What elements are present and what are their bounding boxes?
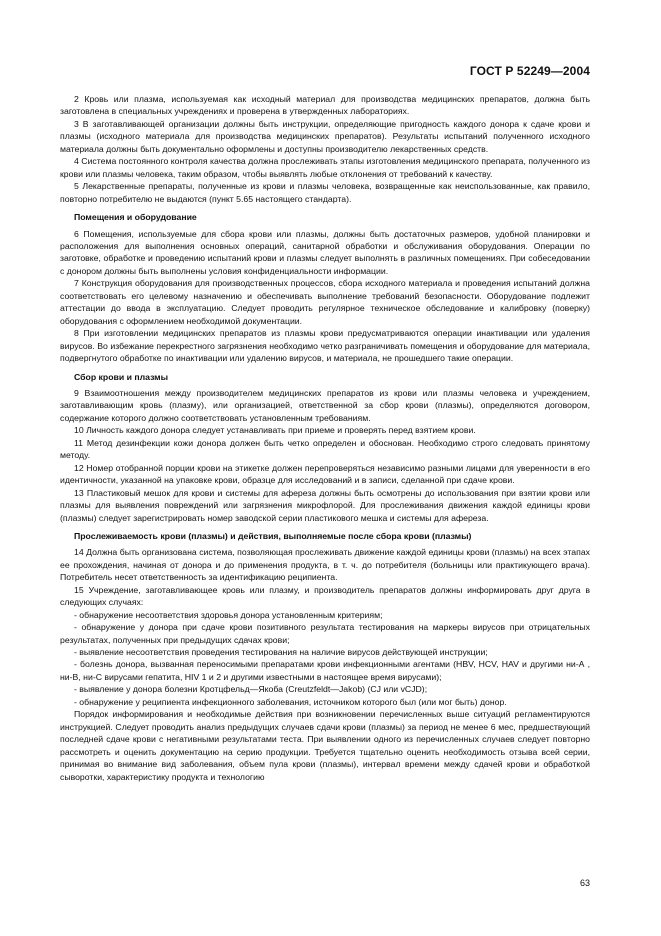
document-header: ГОСТ Р 52249—2004 bbox=[469, 64, 590, 78]
paragraph-5: 5 Лекарственные препараты, полученные из крови и плазмы человека, возвращенные как неиспользованные, как правило, повторно потребителю не выдаются (пункт 5.65 настоящего стандарта). bbox=[60, 181, 590, 204]
list-item: - обнаружение несоответствия здоровья донора установленным критериям; bbox=[74, 609, 383, 620]
paragraph-3: 3 В заготавливающей организации должны быть инструкции, определяющие пригодность каждого донора к сдаче крови и плазмы (исходного материала для производства медицинских препаратов). Результаты испытаний полученного исходного материала должны быть документально оформлены и доступны производителю лекарственных средств. bbox=[60, 118, 590, 154]
section-heading-traceability: Прослеживаемость крови (плазмы) и действия, выполняемые после сбора крови (плазмы) bbox=[74, 530, 472, 541]
paragraph-14: 14 Должна быть организована система, позволяющая прослеживать движение каждой единицы крови (плазмы) на всех этапах ее прохождения, начиная от донора и до применения продукта, в т. ч. до потребителя (больницы или практикующего врача). Потребитель несет ответственность за идентификацию реципиента. bbox=[60, 547, 590, 583]
section-heading-collection: Сбор крови и плазмы bbox=[74, 371, 169, 382]
paragraph-9: 9 Взаимоотношения между производителем медицинских препаратов из крови или плазмы человека и учреждением, заготавливающим кровь (плазму), или организацией, ответственной за сбор крови (плазмы), определяются договором, содержание которого должно соответствовать установленным требованиям. bbox=[60, 387, 590, 423]
list-item: - обнаружение у донора при сдаче крови позитивного результата тестирования на маркеры вирусов при отрицательных результатах, полученных при предыдущих сдачах крови; bbox=[60, 622, 590, 645]
paragraph-13: 13 Пластиковый мешок для крови и системы для афереза должны быть осмотрены до использования при взятии крови или плазмы для выявления повреждений или загрязнения микрофлорой. Для прослеживания движения каждой единицы крови (плазмы) следует зарегистрировать номер заводской серии пластикового мешка и системы для афереза. bbox=[60, 487, 590, 523]
list-item: - выявление у донора болезни Кротцфельд—Якоба (Creutzfeldt—Jakob) (CJ или vCJD); bbox=[74, 684, 428, 695]
paragraph-8: 8 При изготовлении медицинских препаратов из плазмы крови предусматриваются операции инактивации или удаления вирусов. Во избежание перекрестного загрязнения необходимо четко разграничивать помещения и оборудование для материала, подвергнутого обработке по инактивации или удалению вирусов, и материала, не прошедшего такие операции. bbox=[60, 328, 590, 364]
document-body bbox=[60, 93, 590, 783]
paragraph-12: 12 Номер отобранной порции крови на этикетке должен перепроверяться независимо разными лицами для уверенности в его идентичности, указанной на упаковке крови, образце для исследований и в записи, сделанной при сдаче крови. bbox=[60, 462, 590, 486]
paragraph-6: 6 Помещения, используемые для сбора крови или плазмы, должны быть достаточных размеров, удобной планировки и расположения для выполнения основных операций, санитарной обработки и обслуживания оборудования. Операции по заготовке, обработке и проведению испытаний крови и плазмы следует выполнять в различных помещениях. При собеседовании с донором должны быть выполнены условия конфиденциальности информации. bbox=[60, 228, 590, 276]
list-item: - болезнь донора, вызванная переносимыми препаратами крови инфекционными агентами (HBV, HCV, HAV и другими ни-А , ни-В, ни-С вирусами гепатита, HIV 1 и 2 и другими известными в настоящее время вирусами); bbox=[60, 659, 590, 682]
paragraph-2: 2 Кровь или плазма, используемая как исходный материал для производства медицинских препаратов, должна быть заготовлена в специальных учреждениях и проверена в утвержденных лабораториях. bbox=[60, 94, 590, 117]
paragraph-4: 4 Система постоянного контроля качества должна прослеживать этапы изготовления медицинского препарата, полученного из крови или плазмы человека, таким образом, чтобы выявлять любые отклонения от требований к качеству. bbox=[60, 156, 590, 179]
page-number: 63 bbox=[579, 878, 590, 888]
section-heading-premises: Помещения и оборудование bbox=[74, 212, 197, 223]
list-item: - выявление несоответствия проведения тестирования на наличие вирусов действующей инструкции; bbox=[74, 647, 488, 658]
paragraph-15: 15 Учреждение, заготавливающее кровь или плазму, и производитель препаратов должны информировать друг друга в следующих случаях: bbox=[60, 584, 590, 608]
list-item: - обнаружение у реципиента инфекционного заболевания, источником которого был (или мог быть) донор. bbox=[74, 696, 507, 707]
paragraph-closing: Порядок информирования и необходимые действия при возникновении перечисленных выше ситуаций регламентируются инструкцией. Следует проводить анализ предыдущих случаев сдачи крови (плазмы) за период не менее 6 мес, предшествующий последней сдаче крови с негативными результатами теста. При выявлении одного из перечисленных случаев следует повторно рассмотреть и оценить документацию на серию продукции. Требуется тщательно оценить необходимость отзыва всей серии, принимая во внимание вид заболевания, объем пула крови (плазмы), интервал времени между сдачей крови и обработкой сыворотки, характеристику продукта и технологию bbox=[60, 709, 590, 782]
paragraph-11: 11 Метод дезинфекции кожи донора должен быть четко определен и обоснован. Необходимо строго следовать принятому методу. bbox=[60, 437, 590, 461]
paragraph-10: 10 Личность каждого донора следует устанавливать при приеме и проверять перед взятием крови. bbox=[74, 425, 476, 436]
paragraph-7: 7 Конструкция оборудования для производственных процессов, сбора исходного материала и проведения испытаний должна соответствовать его целевому назначению и обеспечивать выполнение требований безопасности. Оборудование подлежит аттестации до ввода в эксплуатацию. Следует проводить регулярное техническое обследование и калибровку (поверку) оборудования с оформлением необходимой документации. bbox=[60, 278, 590, 326]
